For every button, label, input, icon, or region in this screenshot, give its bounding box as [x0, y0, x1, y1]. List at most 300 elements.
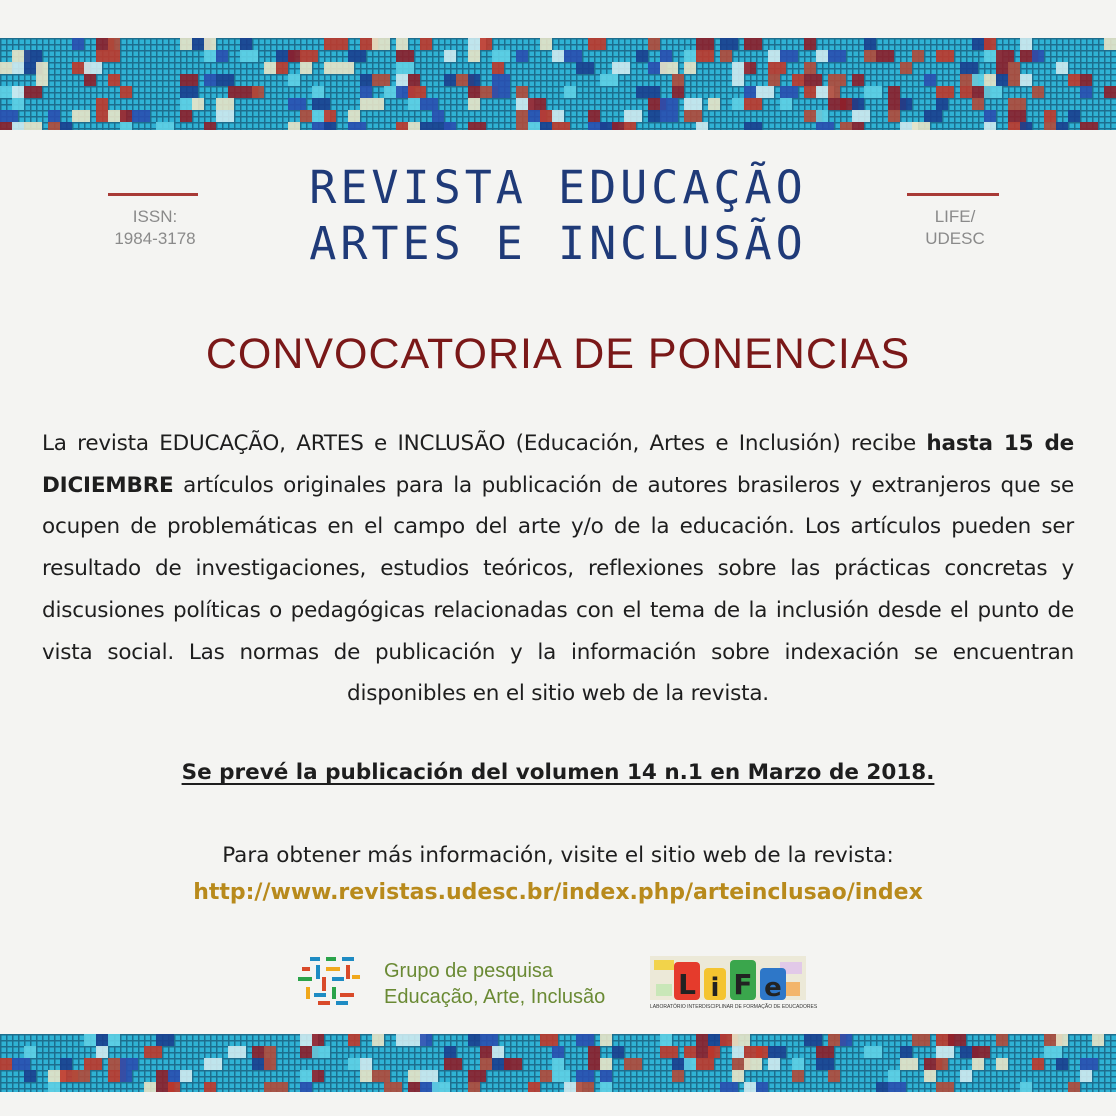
pattern-block [156, 122, 174, 130]
pattern-block [204, 1082, 216, 1092]
life-letter-i: i [710, 973, 720, 1003]
pattern-block [804, 1034, 822, 1046]
pattern-block [984, 110, 996, 122]
issn-number: 1984-3178 [114, 229, 196, 248]
pattern-block [516, 50, 528, 62]
pattern-block [936, 98, 948, 110]
pattern-block [792, 1058, 804, 1070]
pattern-block [900, 1046, 912, 1058]
pattern-block [576, 1070, 594, 1082]
pattern-block [300, 62, 312, 74]
pattern-block [816, 110, 828, 122]
pattern-block [564, 86, 576, 98]
pattern-block [852, 122, 864, 130]
pattern-block [1068, 74, 1080, 86]
pattern-block [168, 1070, 180, 1082]
pattern-block [480, 1058, 492, 1070]
pattern-block [408, 122, 420, 130]
pattern-block [48, 122, 60, 130]
pattern-block [684, 110, 702, 122]
pattern-block [1020, 122, 1032, 130]
pattern-block [600, 1070, 612, 1082]
life-letter-e: e [764, 973, 782, 1003]
pattern-block [744, 1058, 762, 1070]
pattern-block [408, 86, 426, 98]
pattern-block [804, 86, 816, 98]
pattern-block [96, 1046, 108, 1058]
pattern-block [24, 1046, 36, 1058]
pattern-block [312, 86, 324, 98]
pattern-block [408, 98, 420, 110]
pattern-block [1080, 122, 1098, 130]
pattern-block [588, 38, 606, 50]
pattern-block [528, 1082, 540, 1092]
pattern-block [888, 86, 900, 98]
pattern-block [48, 1082, 60, 1092]
pattern-block [624, 1058, 642, 1070]
pattern-block [600, 1082, 612, 1092]
pattern-block [444, 122, 456, 130]
journal-url-link[interactable]: http://www.revistas.udesc.br/index.php/arteinclusao/index [193, 880, 923, 905]
pattern-block [924, 1070, 936, 1082]
life-letter-l: L [678, 968, 696, 1001]
pattern-block [180, 74, 198, 86]
pattern-block [264, 1046, 276, 1058]
pattern-block [288, 98, 306, 110]
pattern-block [756, 86, 774, 98]
pattern-block [468, 1034, 480, 1046]
pattern-block [144, 1046, 162, 1058]
pattern-block [1080, 1070, 1092, 1082]
pattern-block [912, 122, 930, 130]
pattern-block [348, 50, 366, 62]
pattern-block [396, 1034, 408, 1046]
pattern-block [660, 110, 678, 122]
pattern-block [264, 1058, 276, 1070]
pattern-block [36, 74, 48, 86]
pattern-block [468, 98, 480, 110]
pattern-block [792, 1070, 804, 1082]
pattern-block [240, 50, 258, 62]
pattern-block [528, 98, 546, 110]
pattern-block [552, 1046, 564, 1058]
pattern-block [420, 38, 432, 50]
pattern-block [804, 74, 822, 86]
pattern-block [576, 1082, 594, 1092]
pattern-block [1008, 74, 1020, 86]
pattern-block [960, 86, 972, 98]
pattern-block [732, 1070, 744, 1082]
pattern-block [648, 110, 660, 122]
pattern-block [84, 62, 102, 74]
pattern-block [876, 1082, 888, 1092]
pattern-block [72, 110, 90, 122]
life-logo [650, 952, 818, 1016]
pattern-block [552, 1070, 570, 1082]
pattern-block [984, 122, 996, 130]
pattern-block [948, 1034, 966, 1046]
pattern-block [12, 86, 24, 98]
pattern-block [360, 74, 372, 86]
pattern-block [120, 1058, 138, 1070]
pattern-block [432, 1082, 450, 1092]
pattern-block [816, 1058, 834, 1070]
pattern-block [144, 1082, 156, 1092]
pattern-block [540, 38, 552, 50]
pattern-block [360, 98, 372, 110]
pattern-block [180, 110, 192, 122]
pattern-block [732, 1034, 750, 1046]
pattern-block [816, 1046, 834, 1058]
pattern-block [732, 1046, 744, 1058]
pattern-block [180, 1070, 192, 1082]
pattern-block [936, 1082, 954, 1092]
group-logo-icon [296, 955, 364, 1007]
pattern-block [468, 86, 480, 98]
pattern-block [108, 1034, 120, 1046]
pattern-block [540, 110, 552, 122]
pattern-block [12, 1058, 30, 1070]
pattern-block [708, 98, 720, 110]
title-line2: ARTES E INCLUSÃO [309, 217, 807, 270]
pattern-block [564, 50, 582, 62]
pattern-block [1044, 110, 1056, 122]
pattern-block [780, 98, 792, 110]
pattern-block [744, 86, 756, 98]
pattern-block [732, 74, 744, 86]
pattern-block [936, 1046, 954, 1058]
pattern-block [420, 122, 432, 130]
pattern-block [0, 62, 12, 74]
pattern-block [300, 110, 312, 122]
pattern-block [720, 38, 738, 50]
pattern-block [900, 62, 912, 74]
pattern-block [660, 98, 678, 110]
pattern-block [768, 50, 780, 62]
pattern-block [372, 38, 390, 50]
pattern-block [600, 1034, 612, 1046]
pattern-block [444, 1058, 462, 1070]
pattern-block [96, 50, 108, 62]
pattern-block [576, 1034, 594, 1046]
pattern-block [780, 50, 798, 62]
pattern-block [648, 38, 660, 50]
intro-text: La revista EDUCAÇÃO, ARTES e INCLUSÃO (Educación, Artes e Inclusión) recibe [42, 431, 916, 456]
pattern-block [1104, 86, 1116, 98]
pattern-block [372, 98, 384, 110]
pattern-block [288, 50, 300, 62]
decorative-pattern-band-top [0, 38, 1116, 130]
journal-title [230, 160, 886, 272]
pattern-block [888, 1070, 900, 1082]
pattern-block [312, 98, 330, 110]
pattern-block [228, 1046, 246, 1058]
pattern-block [360, 1058, 372, 1070]
pattern-block [324, 38, 336, 50]
pattern-block [396, 74, 408, 86]
pattern-block [1044, 1046, 1062, 1058]
pattern-block [828, 50, 846, 62]
pattern-block [600, 1058, 612, 1070]
pattern-block [600, 74, 618, 86]
pattern-block [168, 1082, 180, 1092]
life-logo-caption: LABORATÓRIO INTERDISCIPLINAR DE FORMAÇÃO DE EDUCADORES [650, 1004, 818, 1010]
pattern-block [324, 62, 336, 74]
pattern-block [120, 86, 132, 98]
forecast-note [0, 760, 1116, 785]
pattern-block [156, 1034, 174, 1046]
pattern-block [372, 1070, 390, 1082]
pattern-block [96, 1034, 108, 1046]
pattern-block [660, 1046, 678, 1058]
pattern-block [744, 122, 762, 130]
pattern-block [612, 122, 624, 130]
pattern-block [816, 122, 834, 130]
pattern-block [0, 122, 12, 130]
pattern-block [1068, 110, 1080, 122]
pattern-block [684, 1046, 696, 1058]
pattern-block [996, 1034, 1008, 1046]
pattern-block [1056, 1034, 1068, 1046]
pattern-block [60, 1058, 72, 1070]
pattern-block [108, 50, 120, 62]
pattern-block [156, 1070, 168, 1082]
pattern-block [372, 74, 390, 86]
pattern-block [504, 1058, 522, 1070]
pattern-block [636, 86, 648, 98]
pattern-block [720, 50, 732, 62]
pattern-block [984, 38, 996, 50]
pattern-block [360, 86, 372, 98]
pattern-block [840, 122, 852, 130]
pattern-block [312, 1046, 330, 1058]
pattern-block [1044, 122, 1056, 130]
pattern-block [252, 86, 264, 98]
pattern-block [288, 122, 300, 130]
pattern-block [96, 98, 108, 110]
pattern-block [1068, 1082, 1080, 1092]
pattern-block [672, 1070, 684, 1082]
pattern-block [552, 50, 564, 62]
pattern-block [180, 86, 198, 98]
pattern-block [252, 1046, 264, 1058]
issn-block [100, 206, 210, 250]
pattern-block [108, 74, 120, 86]
pattern-block [828, 86, 840, 98]
pattern-block [204, 122, 216, 130]
pattern-block [84, 1058, 102, 1070]
pattern-block [216, 98, 234, 110]
pattern-block [408, 74, 420, 86]
pattern-block [480, 1034, 498, 1046]
pattern-block [924, 110, 942, 122]
pattern-block [288, 74, 300, 86]
pattern-block [12, 98, 24, 110]
pattern-block [540, 122, 552, 130]
pattern-block [1020, 38, 1032, 50]
pattern-block [660, 1034, 672, 1046]
pattern-block [516, 86, 528, 98]
pattern-block [1104, 38, 1116, 50]
pattern-block [612, 1046, 624, 1058]
pattern-block [984, 74, 996, 86]
pattern-block [516, 122, 528, 130]
pattern-block [396, 50, 414, 62]
pattern-block [276, 1082, 288, 1092]
pattern-block [324, 110, 336, 122]
group-logo [296, 955, 636, 1015]
pattern-block [828, 1070, 840, 1082]
pattern-block [396, 122, 408, 130]
pattern-block [936, 1058, 948, 1070]
pattern-block [492, 86, 510, 98]
pattern-block [396, 38, 408, 50]
pattern-block [612, 62, 630, 74]
pattern-block [516, 110, 528, 122]
pattern-block [696, 1034, 708, 1046]
more-info-text: Para obtener más información, visite el sitio web de la revista: [222, 843, 894, 868]
pattern-block [720, 1082, 738, 1092]
pattern-block [852, 74, 864, 86]
pattern-block [228, 86, 240, 98]
pattern-block [108, 38, 120, 50]
pattern-block [588, 1058, 600, 1070]
pattern-block [336, 38, 348, 50]
pattern-bottom-svg [0, 1034, 1116, 1092]
life-logo-wordmark [672, 958, 792, 1004]
pattern-block [540, 1070, 552, 1082]
pattern-block [996, 50, 1014, 62]
pattern-block [828, 74, 846, 86]
affiliation-line1: LIFE/ [934, 207, 976, 226]
pattern-block [972, 1058, 984, 1070]
pattern-block [264, 1082, 276, 1092]
pattern-block [24, 86, 42, 98]
pattern-block [912, 1034, 930, 1046]
pattern-block [1080, 86, 1092, 98]
group-logo-line2: Educação, Arte, Inclusão [384, 986, 606, 1008]
pattern-block [972, 1046, 990, 1058]
pattern-block [468, 74, 480, 86]
group-logo-line1: Grupo de pesquisa [384, 960, 554, 982]
pattern-block [660, 50, 672, 62]
pattern-block [996, 62, 1008, 74]
pattern-block [780, 86, 798, 98]
pattern-block [468, 50, 480, 62]
pattern-block [216, 110, 234, 122]
pattern-block [792, 74, 804, 86]
pattern-block [1080, 74, 1092, 86]
pattern-block [276, 62, 288, 74]
pattern-block [744, 98, 762, 110]
affiliation-line2: UDESC [925, 229, 985, 248]
pattern-block [300, 1082, 312, 1092]
pattern-block [864, 1046, 882, 1058]
pattern-block [1008, 62, 1020, 74]
pattern-block [552, 110, 564, 122]
pattern-block [852, 110, 870, 122]
pattern-block [756, 1082, 768, 1092]
pattern-block [744, 38, 762, 50]
pattern-block [384, 1082, 402, 1092]
pattern-block [732, 98, 744, 110]
pattern-block [408, 1070, 420, 1082]
title-line1: REVISTA EDUCAÇÃO [309, 161, 807, 214]
pattern-block [0, 110, 18, 122]
pattern-block [204, 50, 216, 62]
pattern-block [1080, 1058, 1098, 1070]
pattern-block [936, 50, 954, 62]
pattern-block [864, 50, 876, 62]
pattern-block [72, 1070, 90, 1082]
affiliation-block [900, 206, 1010, 250]
pattern-block [96, 110, 108, 122]
pattern-block [1056, 1058, 1068, 1070]
pattern-block [696, 1058, 714, 1070]
pattern-block [660, 62, 678, 74]
pattern-block [888, 1082, 906, 1092]
pattern-block [684, 50, 696, 62]
pattern-block [420, 1070, 438, 1082]
pattern-block [696, 38, 714, 50]
pattern-block [204, 1058, 222, 1070]
pattern-block [348, 1034, 360, 1046]
pattern-block [348, 1058, 360, 1070]
pattern-block [876, 50, 894, 62]
pattern-block [48, 110, 60, 122]
call-body [42, 423, 1074, 715]
pattern-block [120, 110, 132, 122]
pattern-block [336, 62, 354, 74]
right-rule [907, 193, 999, 196]
call-heading: CONVOCATORIA DE PONENCIAS [205, 330, 911, 378]
pattern-block [1020, 74, 1032, 86]
pattern-block [972, 74, 984, 86]
pattern-block [72, 38, 84, 50]
pattern-block [372, 1034, 384, 1046]
pattern-block [624, 110, 642, 122]
pattern-block [1008, 98, 1026, 110]
pattern-block [0, 1058, 12, 1070]
pattern-block [420, 98, 438, 110]
pattern-block [708, 1046, 720, 1058]
pattern-block [240, 38, 252, 50]
pattern-block [804, 62, 816, 74]
pattern-block [24, 122, 42, 130]
pattern-block [912, 50, 924, 62]
deadline-text: hasta 15 de DICIEMBRE [42, 431, 1075, 498]
pattern-block [312, 1070, 324, 1082]
pattern-block [744, 62, 756, 74]
pattern-block [672, 86, 684, 98]
pattern-block [924, 74, 936, 86]
pattern-block [24, 1070, 36, 1082]
pattern-block [204, 38, 216, 50]
pattern-block [420, 1034, 432, 1046]
pattern-block [216, 50, 228, 62]
decorative-pattern-band-bottom [0, 1034, 1116, 1092]
pattern-block [36, 62, 48, 74]
pattern-block [444, 74, 456, 86]
pattern-block [12, 122, 24, 130]
pattern-block [312, 1034, 324, 1046]
pattern-block [12, 62, 24, 74]
pattern-block [84, 1034, 96, 1046]
pattern-block [996, 74, 1008, 86]
pattern-block [120, 122, 132, 130]
pattern-block [444, 1046, 456, 1058]
pattern-block [324, 122, 336, 130]
